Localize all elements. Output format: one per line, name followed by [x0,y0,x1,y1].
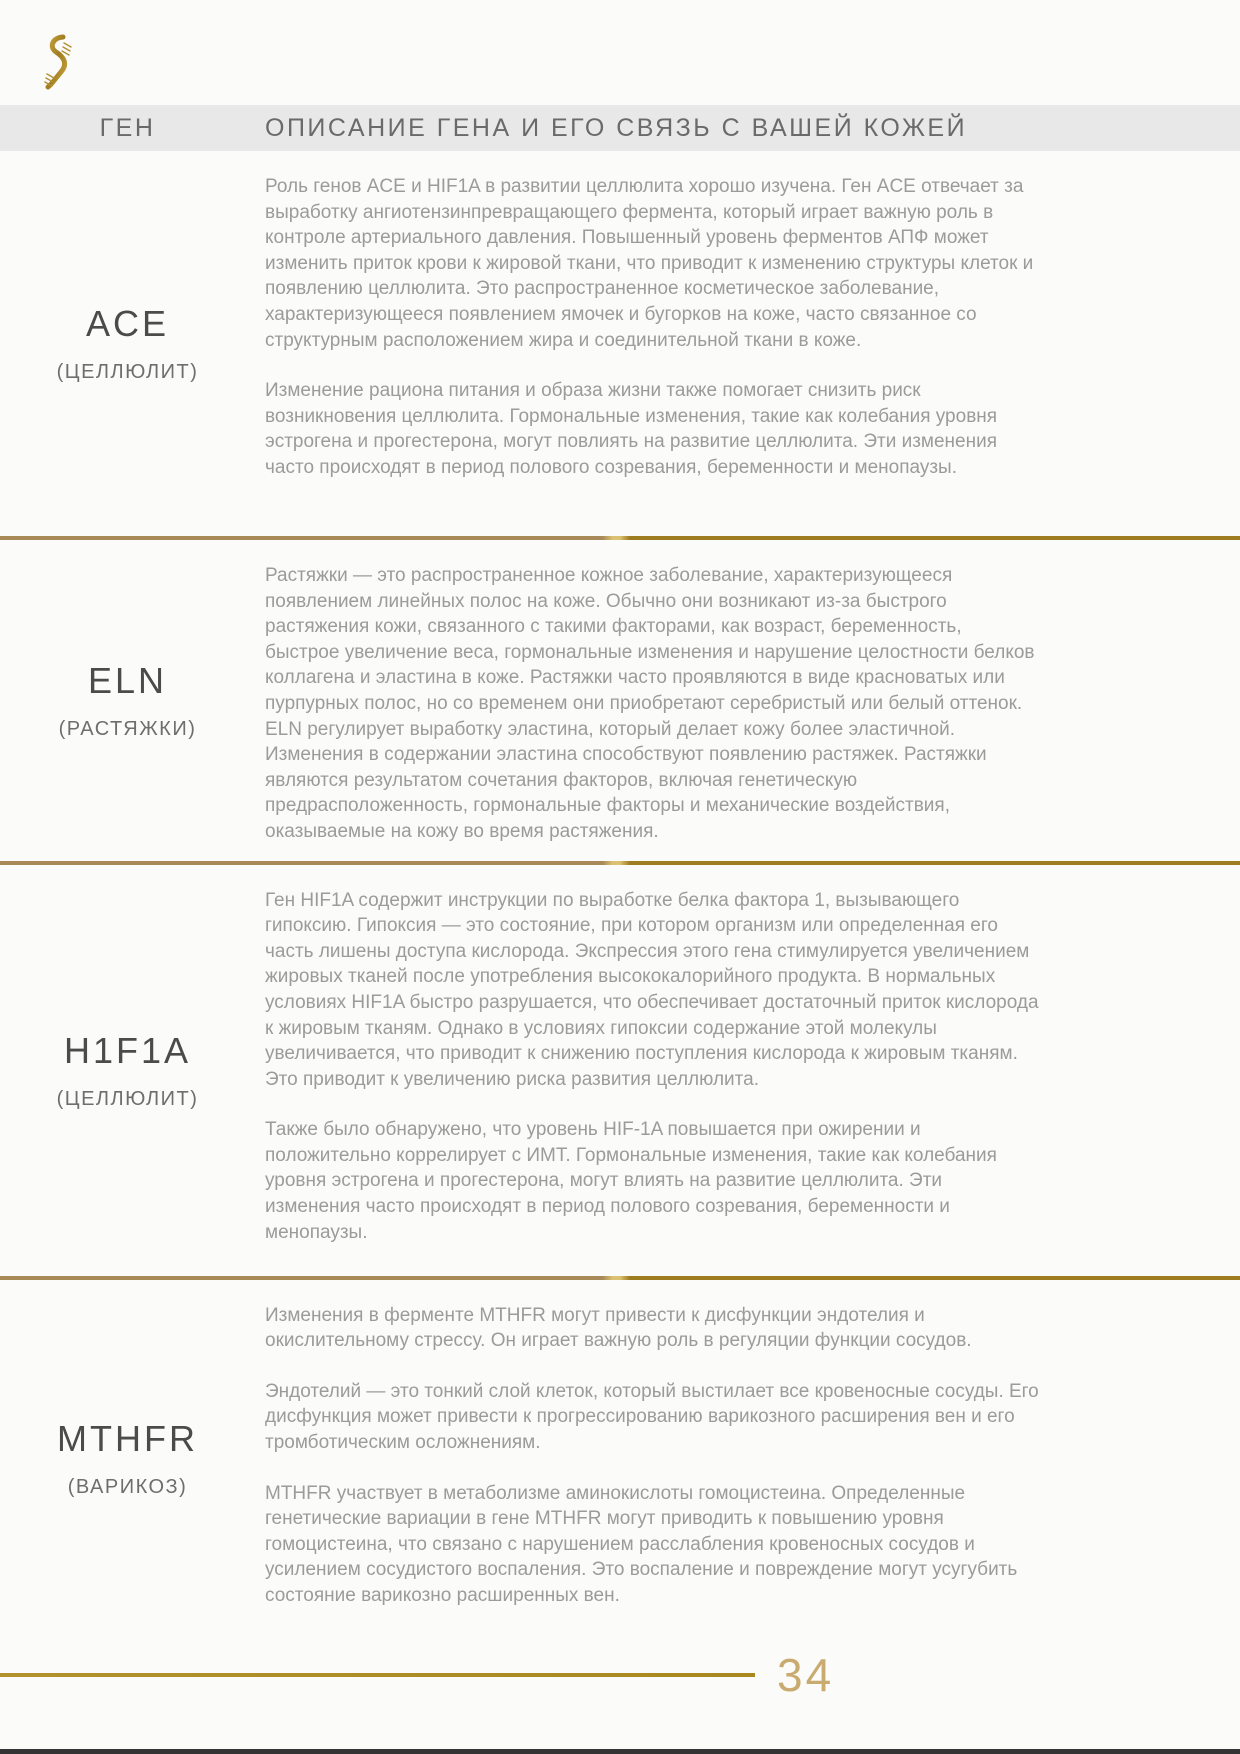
gene-name: H1F1A [63,1029,192,1071]
dna-helix-icon [42,34,76,90]
description-paragraph: Эндотелий — это тонкий слой клеток, который выстилает все кровеносные сосуды. Его дисфункция может привести к прогрессированию варикозного расширения вен и его тромботическим осложнениям. [265,1380,1039,1453]
gene-condition: (ЦЕЛЛЮЛИТ) [56,1087,199,1110]
gene-row-eln [0,540,1240,861]
gene-condition: (РАСТЯЖКИ) [58,717,197,740]
gene-description-h1f1a [255,865,1040,1276]
page-number: 34 [777,1649,835,1701]
gene-name: ELN [87,659,168,701]
gene-condition: (ВАРИКОЗ) [67,1475,188,1498]
gene-name: MTHFR [57,1417,198,1459]
gene-description-eln [255,540,1040,861]
gene-cell-ace [0,151,255,536]
bottom-edge-bar [0,1749,1240,1754]
gene-cell-h1f1a [0,865,255,1276]
gene-description-mthfr [255,1280,1040,1637]
gene-row-mthfr [0,1280,1240,1637]
description-paragraph: Изменение рациона питания и образа жизни также помогает снизить риск возникновения целлюлита. Гормональные изменения, такие как колебания уровня эстрогена и прогестерона, могут повлиять на развитие целлюлита. Эти изменения часто происходят в период полового созревания, беременности и менопаузы. [265,380,998,478]
gene-cell-eln [0,540,255,861]
gene-name: ACE [85,303,170,344]
page-footer [0,1645,1240,1705]
table-header [0,105,1240,151]
gene-cell-mthfr [0,1280,255,1637]
description-paragraph: MTHFR участвует в метаболизме аминокислоты гомоцистеина. Определенные генетические вариации в гене MTHFR могут приводить к повышению уровня гомоцистеина, что связано с нарушением расслабления кровеносных сосудов и усилением сосудистого воспаления. Это воспаление и повреждение могут усугубить состояние варикозно расширенных вен. [265,1482,1018,1606]
column-header-gene: ГЕН [99,113,156,142]
footer-rule [0,1673,755,1677]
description-paragraph: Также было обнаружено, что уровень HIF-1A повышается при ожирении и положительно коррелирует с ИМТ. Гормональные изменения, такие как колебания уровня эстрогена и прогестерона, могут влиять на развитие целлюлита. Эти изменения часто происходят в период полового созревания, беременности и менопаузы. [265,1119,997,1243]
description-paragraph: Ген HIF1A содержит инструкции по выработке белка фактора 1, вызывающего гипоксию. Гипоксия — это состояние, при котором организм или определенная его часть лишены доступа кислорода. Экспрессия этого гена стимулируется увеличением жировых тканей после употребления высококалорийного продукта. В нормальных условиях HIF1A быстро разрушается, что обеспечивает достаточный приток кислорода к жировым тканям. Однако в условиях гипоксии содержание этой молекулы увеличивается, что приводит к снижению поступления кислорода к жировым тканям. Это приводит к увеличению риска развития целлюлита. [265,889,1039,1090]
description-paragraph: Роль генов ACE и HIF1A в развитии целлюлита хорошо изучена. Ген ACE отвечает за выработку ангиотензинпревращающего фермента, который играет важную роль в контроле артериального давления. Повышенный уровень ферментов АПФ может изменить приток крови к жировой ткани, что приводит к изменению структуры клеток и появлению целлюлита. Это распространенное косметическое заболевание, характеризующееся появлением ямочек и бугорков на коже, часто связанное со структурным расположением жира и соединительной ткани в коже. [265,176,1034,351]
gene-row-h1f1a [0,865,1240,1276]
gene-description-ace [255,151,1040,536]
gene-row-ace [0,151,1240,536]
gene-condition: (ЦЕЛЛЮЛИТ) [56,361,199,383]
gene-table [0,151,1240,1637]
description-paragraph: Изменения в ферменте MTHFR могут привести к дисфункции эндотелия и окислительному стрессу. Он играет важную роль в регуляции функции сосудов. [265,1304,972,1352]
description-paragraph: Растяжки — это распространенное кожное заболевание, характеризующееся появлением линейных полос на коже. Обычно они возникают из-за быстрого растяжения кожи, связанного с такими факторами, как возраст, беременность, быстрое увеличение веса, гормональные изменения и нарушение целостности белков коллагена и эластина в коже. Растяжки часто проявляются в виде красноватых или пурпурных полос, но со временем они приобретают серебристый или белый оттенок. ELN регулирует выработку эластина, который делает кожу более эластичной. Изменения в содержании эластина способствуют появлению растяжек. Растяжки являются результатом сочетания факторов, включая генетическую предрасположенность, гормональные факторы и механические воздействия, оказываемые на кожу во время растяжения. [265,565,1035,842]
column-header-description: ОПИСАНИЕ ГЕНА И ЕГО СВЯЗЬ С ВАШЕЙ КОЖЕЙ [265,113,968,142]
brand-logo [42,34,76,90]
